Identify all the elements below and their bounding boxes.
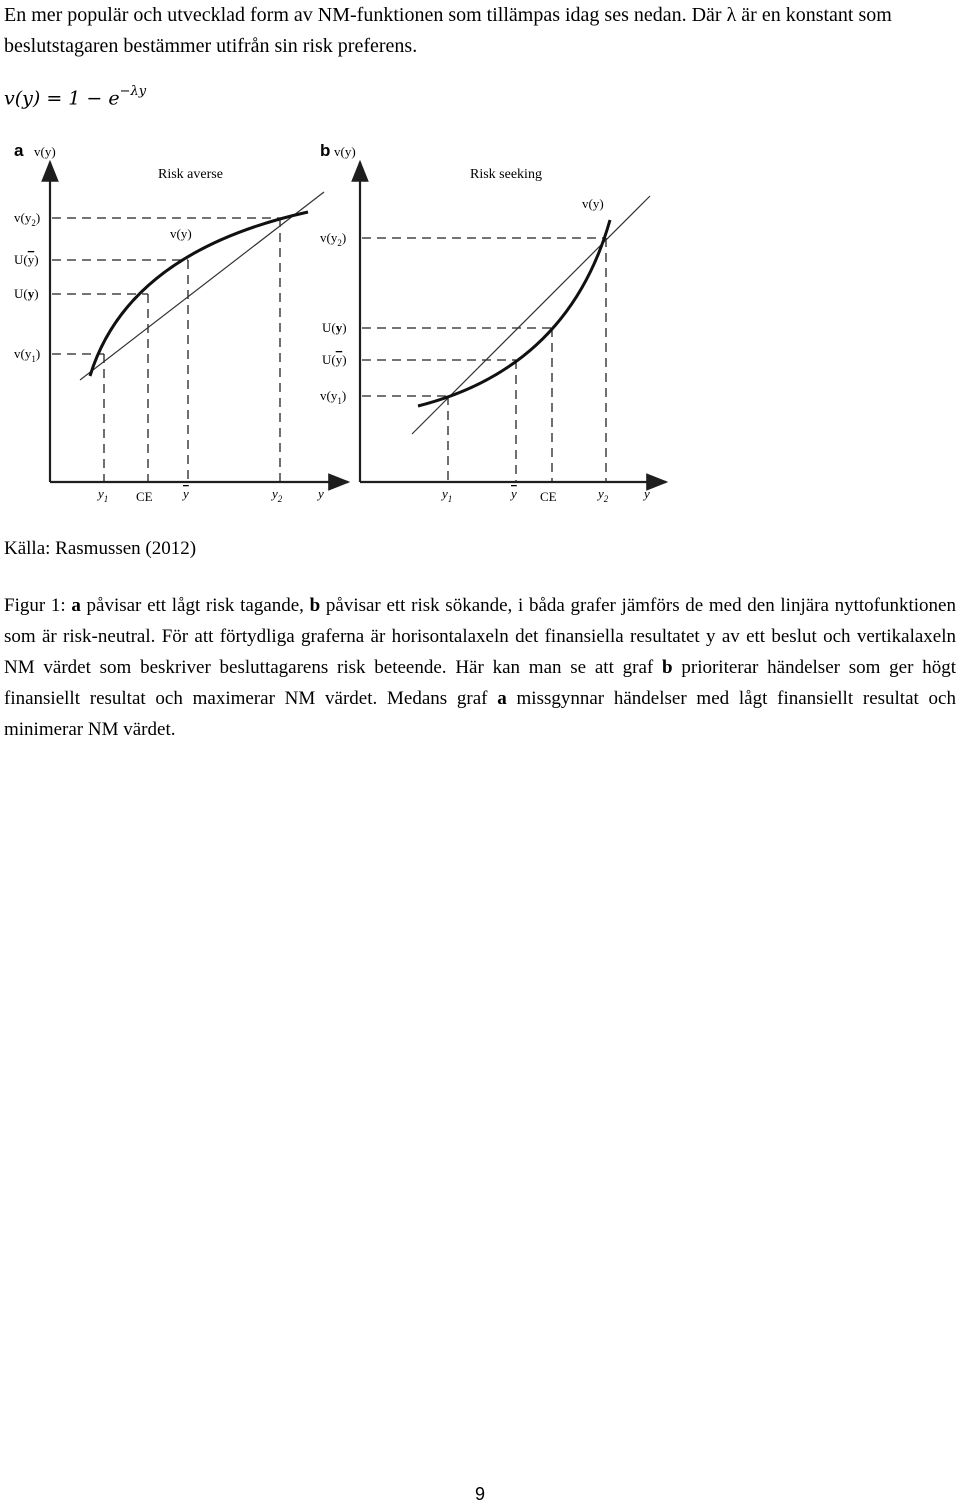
utility-figure-svg xyxy=(8,132,678,512)
panel-b-x-label-y1: $y_1$ xyxy=(442,486,453,504)
panel-a-label-v-y1: $v(y_1)$ xyxy=(14,346,41,364)
panel-a-axis-label: v(y) xyxy=(34,144,56,159)
panel-a-letter: a xyxy=(14,141,24,160)
panel-a-label-v-y2: $v(y_2)$ xyxy=(14,210,41,228)
panel-b-x-label-y: y xyxy=(644,486,650,501)
panel-b-title: Risk seeking xyxy=(470,167,542,182)
panel-b-letter: b xyxy=(320,141,331,160)
source-citation: Källa: Rasmussen (2012) xyxy=(4,538,197,559)
panel-a-linear-line xyxy=(80,192,324,380)
figure-caption xyxy=(4,590,956,745)
panel-b xyxy=(320,141,666,504)
panel-a-title: Risk averse xyxy=(158,167,223,182)
caption-part-1: Figur 1: xyxy=(4,595,72,616)
panel-a-x-label-y1: $y_1$ xyxy=(98,486,109,504)
caption-bold-b-2: b xyxy=(662,657,673,678)
caption-part-2: påvisar ett lågt risk tagande, xyxy=(80,595,310,616)
utility-figure xyxy=(8,132,678,517)
caption-part-5: missgynnar händelser med lågt finansiellt resultat och minimerar NM värdet. xyxy=(4,688,956,740)
panel-a-x-label-ybar: y xyxy=(183,486,189,501)
page-number: 9 xyxy=(474,1484,485,1504)
panel-b-label-v-y2: $v(y_2)$ xyxy=(320,230,347,248)
caption-bold-a-2: a xyxy=(497,688,507,709)
panel-b-label-u-y: U(y) xyxy=(322,320,347,335)
panel-a-x-label-ce: CE xyxy=(136,489,153,504)
panel-b-x-label-ce: CE xyxy=(540,489,557,504)
panel-a-label-u-y: U(y) xyxy=(14,286,39,301)
formula-exponent: −λy xyxy=(119,84,147,99)
panel-a-label-u-ybar: U(y) xyxy=(14,252,39,267)
panel-a xyxy=(14,141,348,504)
utility-formula xyxy=(4,86,146,109)
formula-lhs: v(y) = 1 − e xyxy=(4,87,120,110)
panel-b-axis-label: v(y) xyxy=(334,144,356,159)
panel-a-x-label-y: y xyxy=(318,486,324,501)
panel-b-convex-curve xyxy=(418,220,610,406)
panel-a-curve-label: v(y) xyxy=(170,226,192,241)
caption-part-3: påvisar ett risk sökande, i båda grafer jämförs de med den linjära nyttofunktionen som är risk-neutral. För att förtydliga graferna är horisontalaxeln det finansiella resultatet y av ett beslut och vertikalaxeln NM värdet som beskriver besluttagarens risk beteende. Här kan man se att graf xyxy=(4,595,956,678)
caption-part-4: prioriterar händelser som ger högt finansiellt resultat och maximerar NM värdet. Medans graf xyxy=(4,657,956,709)
panel-b-x-label-y2: $y_2$ xyxy=(598,486,609,504)
panel-b-x-label-ybar: y xyxy=(511,486,517,501)
panel-a-concave-curve xyxy=(90,212,308,376)
intro-paragraph: En mer populär och utvecklad form av NM-funktionen som tillämpas idag ses nedan. Där λ är en konstant som beslutstagaren bestämmer utifrån sin risk preferens. xyxy=(4,4,892,57)
caption-bold-b-1: b xyxy=(309,595,321,616)
panel-b-label-v-y1: $v(y_1)$ xyxy=(320,388,347,406)
caption-bold-a-1: a xyxy=(71,595,81,616)
panel-a-x-label-y2: $y_2$ xyxy=(272,486,283,504)
panel-b-curve-label: v(y) xyxy=(582,196,604,211)
panel-b-label-u-ybar: U(y) xyxy=(322,352,347,367)
